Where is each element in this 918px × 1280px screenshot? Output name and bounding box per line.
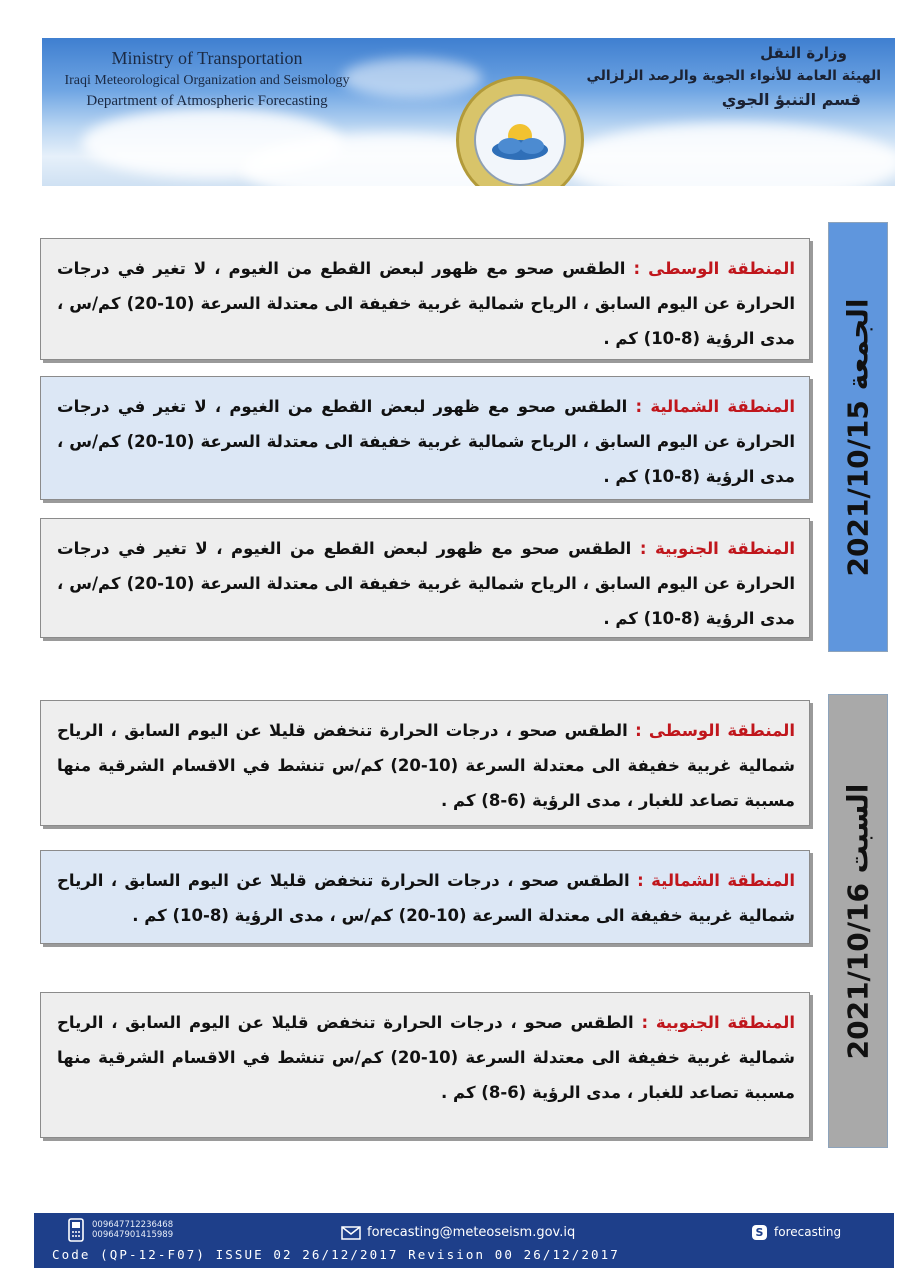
phone-number: 009647901415989 <box>92 1230 174 1240</box>
ministry-name-en: Ministry of Transportation <box>111 48 303 68</box>
day-name: السبت <box>841 783 875 873</box>
phone-number: 009647712236468 <box>92 1220 174 1230</box>
phone-numbers <box>92 1220 173 1240</box>
region-box-central <box>40 700 810 826</box>
region-box-north <box>40 376 810 500</box>
department-name-en: Department of Atmospheric Forecasting <box>86 93 328 109</box>
region-name: المنطقة الشمالية : <box>637 871 795 890</box>
region-forecast-text: الطقس صحو مع ظهور لبعض القطع من الغيوم ، لا تغير في درجات الحرارة عن اليوم السابق ، الرياح شمالية غربية خفيفة الى معتدلة السرعة (10-20) كم/س ، مدى الرؤية (8-10) كم . <box>57 259 795 348</box>
day-tab-saturday <box>828 694 888 1148</box>
region-forecast-text: الطقس صحو مع ظهور لبعض القطع من الغيوم ، لا تغير في درجات الحرارة عن اليوم السابق ، الرياح شمالية غربية خفيفة الى معتدلة السرعة (10-20) كم/س ، مدى الرؤية (8-10) كم . <box>57 539 795 628</box>
region-name: المنطقة الوسطى : <box>633 259 795 278</box>
region-box-north <box>40 850 810 944</box>
region-forecast-text: الطقس صحو مع ظهور لبعض القطع من الغيوم ، لا تغير في درجات الحرارة عن اليوم السابق ، الرياح شمالية غربية خفيفة الى معتدلة السرعة (10-20) كم/س ، مدى الرؤية (8-10) كم . <box>57 397 795 486</box>
day-block-saturday <box>40 694 888 1148</box>
organization-name-en: Iraqi Meteorological Organization and Seismology <box>64 73 350 88</box>
region-forecast-text: الطقس صحو ، درجات الحرارة تنخفض قليلا عن اليوم السابق ، الرياح شمالية غربية خفيفة الى معتدلة السرعة (10-20) كم/س تنشط في الاقسام الشرقية منها مسببة تصاعد للغبار ، مدى الرؤية (6-8) كم . <box>57 1013 795 1102</box>
day-date: 2021/10/16 <box>841 882 875 1059</box>
header-banner <box>42 38 895 186</box>
region-name: المنطقة الجنوبية : <box>641 1013 795 1032</box>
day-name: الجمعة <box>841 298 875 390</box>
email-icon <box>341 1226 361 1240</box>
region-forecast-text: الطقس صحو ، درجات الحرارة تنخفض قليلا عن اليوم السابق ، الرياح شمالية غربية خفيفة الى معتدلة السرعة (10-20) كم/س ، مدى الرؤية (8-10) كم . <box>57 871 795 925</box>
region-box-south <box>40 518 810 638</box>
footer-bar <box>34 1213 894 1268</box>
ministry-name-ar: وزارة النقل <box>760 44 847 62</box>
region-box-central <box>40 238 810 360</box>
day-date: 2021/10/15 <box>841 399 875 576</box>
sun-cloud-icon <box>480 110 560 170</box>
skype-handle: forecasting <box>774 1225 842 1239</box>
email-address[interactable]: forecasting@meteoseism.gov.iq <box>367 1225 576 1240</box>
region-box-south <box>40 992 810 1138</box>
ministry-arabic-header <box>541 44 881 109</box>
region-name: المنطقة الوسطى : <box>635 721 795 740</box>
skype-icon: S <box>752 1225 767 1240</box>
organization-name-ar: الهيئة العامة للأنواء الجوية والرصد الزلزالي <box>586 68 881 84</box>
phone-icon <box>67 1218 85 1242</box>
region-forecast-text: الطقس صحو ، درجات الحرارة تنخفض قليلا عن اليوم السابق ، الرياح شمالية غربية خفيفة الى معتدلة السرعة (10-20) كم/س تنشط في الاقسام الشرقية منها مسببة تصاعد للغبار ، مدى الرؤية (6-8) كم . <box>57 721 795 810</box>
region-name: المنطقة الجنوبية : <box>639 539 795 558</box>
document-code: Code (QP-12-F07) ISSUE 02 26/12/2017 Revision 00 26/12/2017 <box>52 1247 620 1262</box>
ministry-english-header <box>42 48 372 110</box>
day-block-friday <box>40 222 888 652</box>
day-tab-friday <box>828 222 888 652</box>
department-name-ar: قسم التنبؤ الجوي <box>721 90 861 109</box>
region-name: المنطقة الشمالية : <box>635 397 795 416</box>
